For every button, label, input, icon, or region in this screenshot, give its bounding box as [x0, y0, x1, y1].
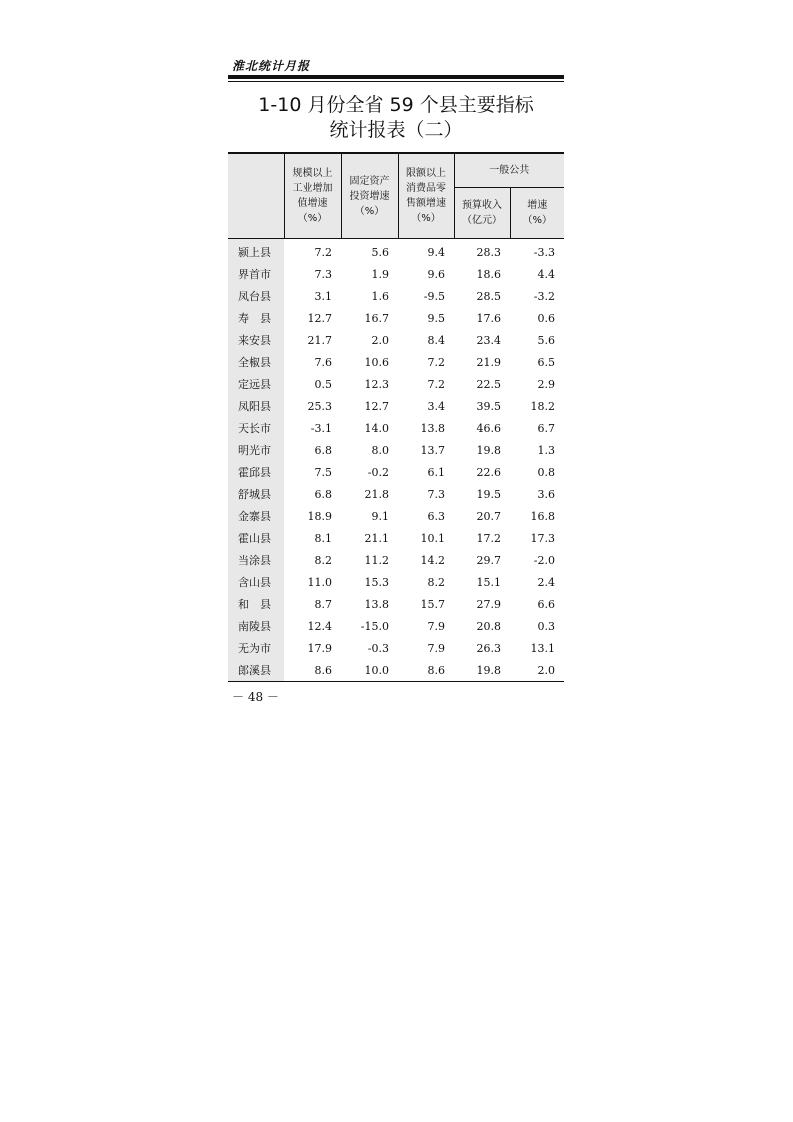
table-cell: -15.0 [360, 619, 389, 633]
table-cell: 15.1 [476, 575, 501, 589]
table-cell: 18.2 [530, 399, 555, 413]
table-cell: 17.9 [307, 641, 332, 655]
table-cell: 9.1 [371, 509, 389, 523]
table-cell: 21.8 [364, 487, 389, 501]
table-cell: 22.5 [476, 377, 501, 391]
table-cell: 8.7 [314, 597, 332, 611]
county-name: 无为市 [228, 637, 284, 659]
table-cell: -0.3 [367, 641, 389, 655]
table-cell: 0.3 [537, 619, 555, 633]
header-budget-revenue: 预算收入 （亿元） [454, 188, 510, 239]
header-fixed-investment: 固定资产 投资增速 （%） [341, 153, 398, 239]
county-name: 含山县 [228, 571, 284, 593]
table-row [228, 307, 564, 329]
county-name: 凤阳县 [228, 395, 284, 417]
county-name: 南陵县 [228, 615, 284, 637]
table-cell: 8.4 [427, 333, 445, 347]
county-name: 颍上县 [228, 239, 284, 264]
table-cell: -9.5 [423, 289, 445, 303]
table-cell: 18.6 [476, 267, 501, 281]
table-cell: 2.0 [510, 659, 564, 682]
header-county [228, 153, 284, 239]
table-row [228, 527, 564, 549]
county-name: 郎溪县 [228, 659, 284, 682]
header-public-budget: 一般公共 [454, 153, 564, 188]
table-row [228, 439, 564, 461]
table-cell: 6.6 [537, 597, 555, 611]
table-cell: 9.5 [427, 311, 445, 325]
table-cell: 10.0 [341, 659, 398, 682]
table-cell: 0.5 [314, 377, 332, 391]
table-row [228, 483, 564, 505]
county-name: 定远县 [228, 373, 284, 395]
table-cell: 6.1 [427, 465, 445, 479]
table-cell: 0.8 [537, 465, 555, 479]
table-row [228, 505, 564, 527]
county-name: 凤台县 [228, 285, 284, 307]
header-budget-growth: 增速 （%） [510, 188, 564, 239]
table-row [228, 593, 564, 615]
table-cell: 21.9 [476, 355, 501, 369]
table-cell: 19.8 [476, 443, 501, 457]
table-cell: 23.4 [476, 333, 501, 347]
table-cell: 7.3 [314, 267, 332, 281]
county-indicator-table [228, 152, 564, 682]
table-cell: 7.2 [427, 355, 445, 369]
table-cell: 12.4 [307, 619, 332, 633]
table-cell: 1.9 [371, 267, 389, 281]
table-row [228, 329, 564, 351]
table-cell: -0.2 [367, 465, 389, 479]
table-row [228, 351, 564, 373]
county-name: 舒城县 [228, 483, 284, 505]
table-cell: 4.4 [537, 267, 555, 281]
table-cell: 11.0 [307, 575, 332, 589]
table-cell: 8.0 [371, 443, 389, 457]
header-retail-sales: 限额以上 消费品零 售额增速 （%） [398, 153, 454, 239]
table-cell: 19.5 [476, 487, 501, 501]
table-row [228, 615, 564, 637]
table-cell: 1.3 [537, 443, 555, 457]
table-cell: 18.9 [307, 509, 332, 523]
table-cell: -3.2 [533, 289, 555, 303]
county-name: 金寨县 [228, 505, 284, 527]
table-cell: 19.8 [454, 659, 510, 682]
table-cell: 8.6 [398, 659, 454, 682]
header-rule-thick [228, 75, 564, 79]
county-name: 界首市 [228, 263, 284, 285]
table-row [228, 571, 564, 593]
table-cell: -3.1 [310, 421, 332, 435]
table-cell: 14.2 [420, 553, 445, 567]
table-cell: 28.5 [476, 289, 501, 303]
table-cell: 25.3 [307, 399, 332, 413]
table-cell: 8.2 [314, 553, 332, 567]
table-cell: 3.6 [537, 487, 555, 501]
table-cell: 14.0 [364, 421, 389, 435]
county-name: 寿 县 [228, 307, 284, 329]
table-cell: 12.7 [364, 399, 389, 413]
table-cell: 12.7 [307, 311, 332, 325]
table-cell: 0.6 [537, 311, 555, 325]
table-cell: 2.0 [371, 333, 389, 347]
table-cell: 20.7 [476, 509, 501, 523]
table-cell: 5.6 [341, 239, 398, 264]
table-cell: 10.1 [420, 531, 445, 545]
table-cell: 7.6 [314, 355, 332, 369]
table-cell: 20.8 [476, 619, 501, 633]
table-cell: 7.9 [427, 641, 445, 655]
table-cell: 22.6 [476, 465, 501, 479]
table-cell: 7.3 [427, 487, 445, 501]
county-name: 天长市 [228, 417, 284, 439]
table-cell: 3.4 [427, 399, 445, 413]
table-cell: 39.5 [476, 399, 501, 413]
table-cell: 8.6 [284, 659, 341, 682]
table-cell: 8.2 [427, 575, 445, 589]
table-row [228, 263, 564, 285]
table-cell: 6.5 [537, 355, 555, 369]
table-cell: 16.7 [364, 311, 389, 325]
table-cell: 29.7 [476, 553, 501, 567]
table-row [228, 373, 564, 395]
table-row [228, 417, 564, 439]
table-cell: 2.4 [537, 575, 555, 589]
table-cell: 10.6 [364, 355, 389, 369]
table-cell: 9.6 [427, 267, 445, 281]
table-row [228, 659, 564, 682]
table-cell: 17.2 [476, 531, 501, 545]
table-cell: 8.1 [314, 531, 332, 545]
table-row [228, 395, 564, 417]
table-cell: 13.7 [420, 443, 445, 457]
county-name: 全椒县 [228, 351, 284, 373]
table-cell: 21.1 [364, 531, 389, 545]
table-cell: 6.7 [537, 421, 555, 435]
table-cell: 15.7 [420, 597, 445, 611]
county-name: 明光市 [228, 439, 284, 461]
header-industrial-growth: 规模以上 工业增加 值增速 （%） [284, 153, 341, 239]
table-cell: 27.9 [476, 597, 501, 611]
table-body [228, 239, 564, 682]
table-cell: 9.4 [398, 239, 454, 264]
table-cell: -2.0 [533, 553, 555, 567]
county-name: 霍山县 [228, 527, 284, 549]
header-rule-thin [228, 81, 564, 82]
table-cell: 13.8 [420, 421, 445, 435]
page-number: － 48 － [232, 690, 279, 704]
table-cell: 16.8 [530, 509, 555, 523]
table-cell: 7.2 [427, 377, 445, 391]
table-cell: 2.9 [537, 377, 555, 391]
running-title: 淮北统计月报 [232, 59, 311, 73]
county-name: 来安县 [228, 329, 284, 351]
county-name: 当涂县 [228, 549, 284, 571]
table-cell: 26.3 [476, 641, 501, 655]
table-cell: 3.1 [314, 289, 332, 303]
table-cell: 13.8 [364, 597, 389, 611]
table-cell: 7.2 [284, 239, 341, 264]
table-row [228, 285, 564, 307]
table-cell: 46.6 [476, 421, 501, 435]
table-cell: 13.1 [530, 641, 555, 655]
table-cell: 17.6 [476, 311, 501, 325]
table-cell: -3.3 [510, 239, 564, 264]
table-cell: 12.3 [364, 377, 389, 391]
table-cell: 28.3 [454, 239, 510, 264]
table-cell: 15.3 [364, 575, 389, 589]
county-name: 霍邱县 [228, 461, 284, 483]
table-title-line2: 统计报表（二） [329, 119, 463, 141]
table-cell: 1.6 [371, 289, 389, 303]
table-row [228, 461, 564, 483]
table-row [228, 637, 564, 659]
table-title-line1: 1-10 月份全省 59 个县主要指标 [258, 94, 534, 116]
table-row [228, 239, 564, 264]
table-cell: 7.9 [427, 619, 445, 633]
table-cell: 7.5 [314, 465, 332, 479]
table-cell: 17.3 [530, 531, 555, 545]
table-cell: 5.6 [537, 333, 555, 347]
table-row [228, 549, 564, 571]
table-cell: 21.7 [307, 333, 332, 347]
county-name: 和 县 [228, 593, 284, 615]
table-cell: 11.2 [364, 553, 389, 567]
table-cell: 6.8 [314, 487, 332, 501]
table-cell: 6.8 [314, 443, 332, 457]
table-cell: 6.3 [427, 509, 445, 523]
